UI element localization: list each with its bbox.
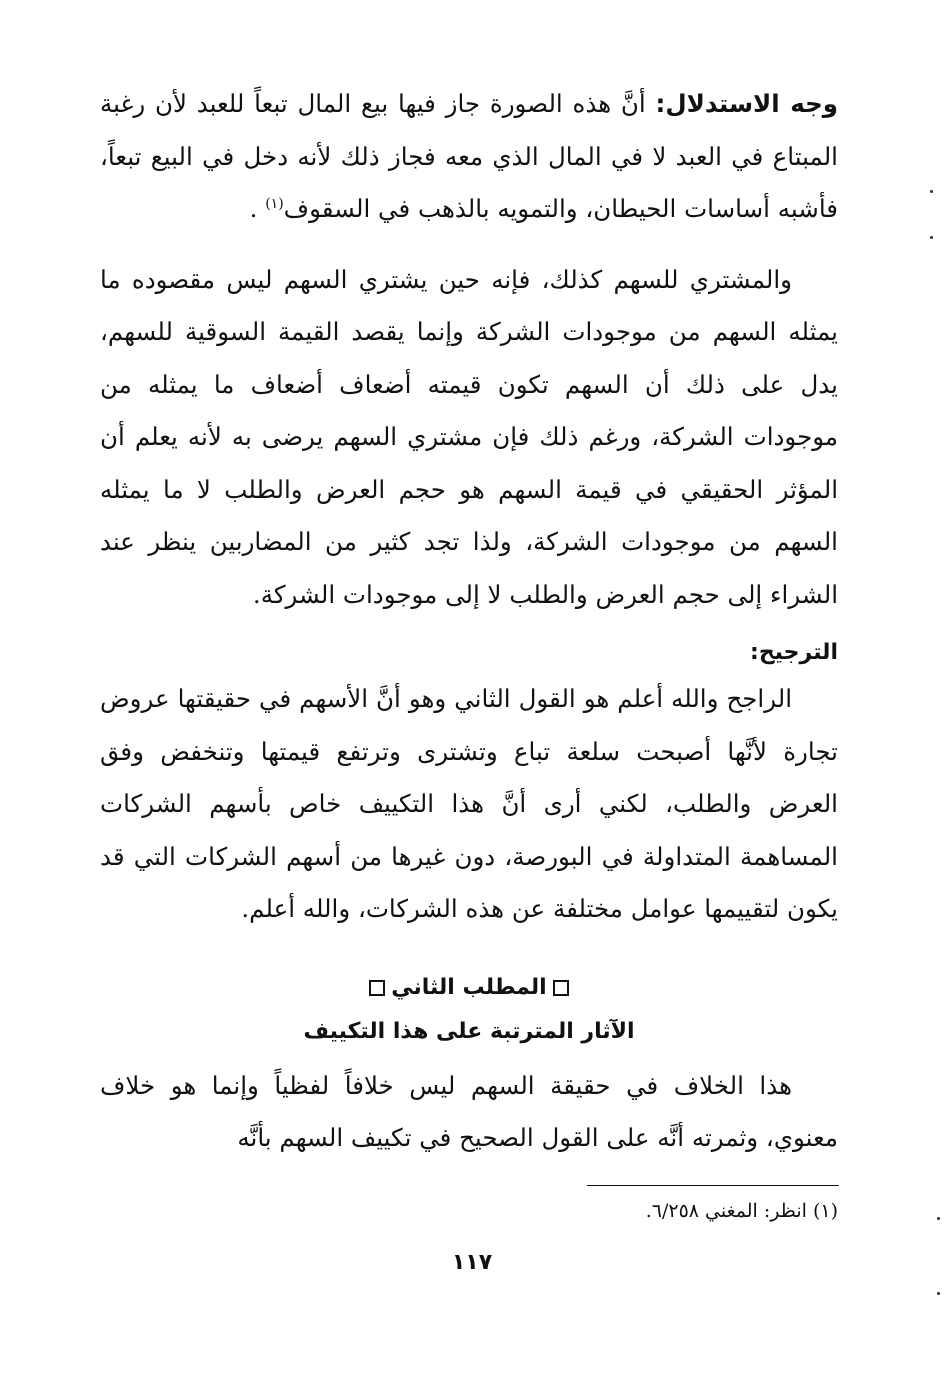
footnote-divider <box>587 1185 839 1186</box>
scan-speck <box>930 236 933 239</box>
footnote-marker: (١) <box>265 195 284 212</box>
scan-speck <box>930 190 933 193</box>
scan-speck <box>937 1217 940 1220</box>
page-number: ١١٧ <box>451 1250 493 1275</box>
istidlal-end: . <box>249 194 258 223</box>
scan-speck <box>937 1292 940 1295</box>
page-body <box>100 78 838 1165</box>
paragraph-istidlal <box>100 78 838 236</box>
istidlal-text: أنَّ هذه الصورة جاز فيها بيع المال تبعاً للعبد لأن رغبة المبتاع في العبد لا في المال الذي معه فجاز ذلك لأنه دخل في البيع تبعاً، فأشبه أساسات الحيطان، والتمويه بالذهب في السقوف <box>100 89 838 223</box>
footnote-text: (١) انظر: المغني ٦/٢٥٨. <box>645 1200 838 1222</box>
square-bullet-icon <box>369 980 385 996</box>
paragraph-tarjih: الراجح والله أعلم هو القول الثاني وهو أنَّ الأسهم في حقيقتها عروض تجارة لأنَّها أصبحت سلعة تباع وتشترى وترتفع قيمتها وتنخفض وفق العرض والطلب، لكني أرى أنَّ هذا التكييف خاص بأسهم الشركات المساهمة المتداولة في البورصة، دون غيرها من أسهم الشركات التي قد يكون لتقييمها عوامل مختلفة عن هذه الشركات، والله أعلم. <box>100 684 838 923</box>
tarjih-heading: الترجيح: <box>750 640 838 665</box>
istidlal-lead: وجه الاستدلال: <box>655 89 838 118</box>
paragraph-share-buyer: والمشتري للسهم كذلك، فإنه حين يشتري السهم ليس مقصوده ما يمثله السهم من موجودات الشركة وإنما يقصد القيمة السوقية للسهم، يدل على ذلك أن السهم تكون قيمته أضعاف أضعاف ما يمثله من موجودات الشركة، ورغم ذلك فإن مشتري السهم يرضى به لأنه يعلم أن المؤثر الحقيقي في قيمة السهم هو حجم العرض والطلب لا ما يمثله السهم من موجودات الشركة، ولذا تجد كثير من المضاربين ينظر عند الشراء إلى حجم العرض والطلب لا إلى موجودات الشركة. <box>100 264 838 609</box>
paragraph-khilaf: هذا الخلاف في حقيقة السهم ليس خلافاً لفظياً وإنما هو خلاف معنوي، وثمرته أنَّه على القول الصحيح في تكييف السهم بأنَّه <box>100 1070 838 1152</box>
section-subtitle: الآثار المترتبة على هذا التكييف <box>303 1018 635 1044</box>
section-title-text: المطلب الثاني <box>391 974 547 1000</box>
square-bullet-icon <box>553 980 569 996</box>
section-title <box>100 966 838 1010</box>
